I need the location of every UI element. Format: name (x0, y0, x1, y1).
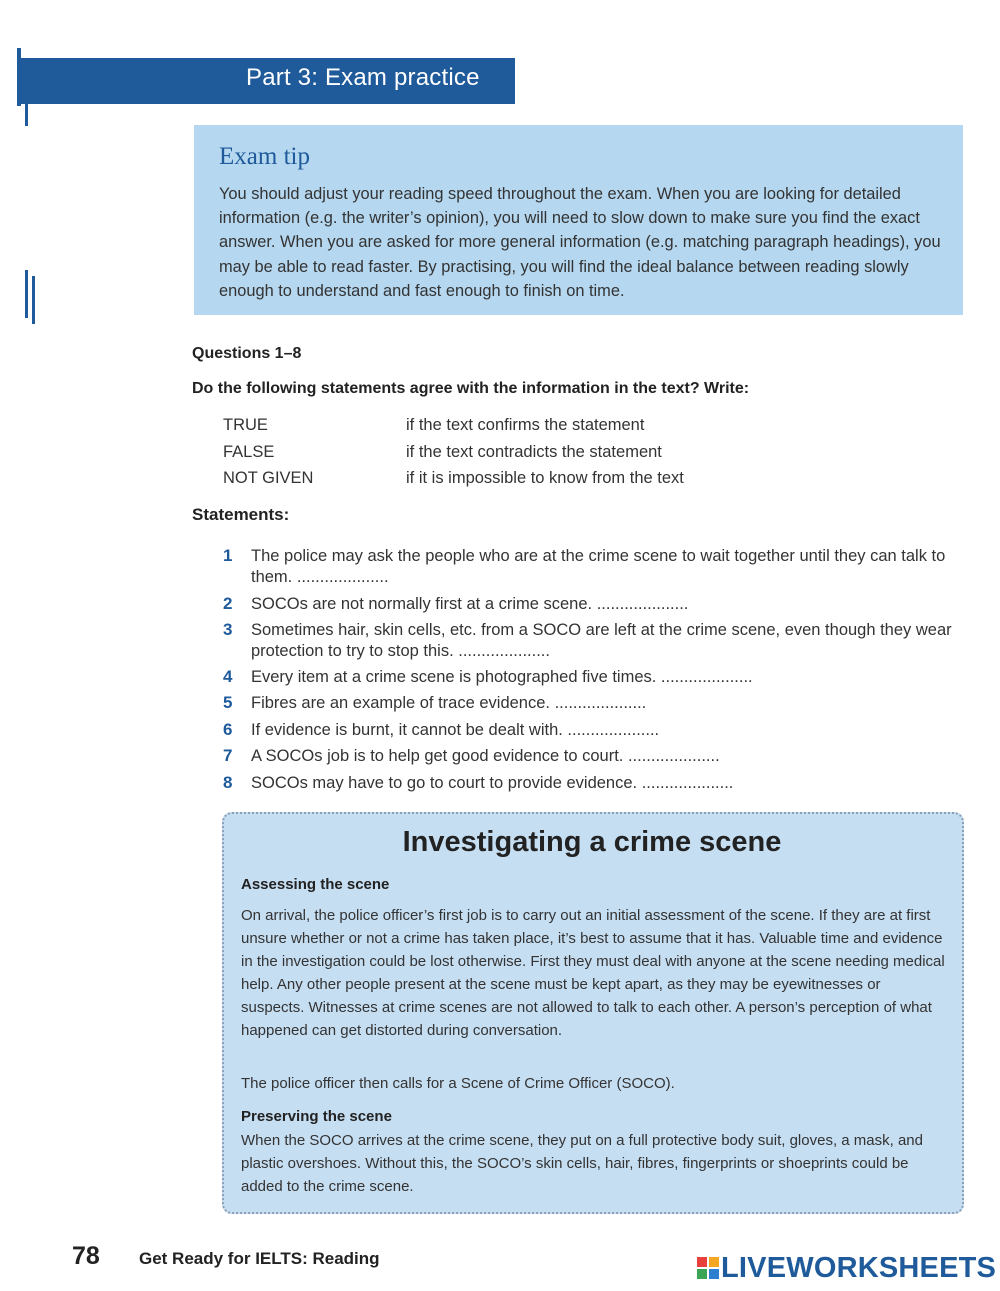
statements-heading: Statements: (192, 505, 290, 524)
statement-number: 6 (223, 720, 233, 739)
legend-key-true: TRUE (223, 416, 268, 434)
legend-meaning-true: if the text confirms the statement (406, 416, 645, 434)
questions-instruction: Do the following statements agree with the information in the text? Write: (192, 380, 750, 397)
legend-meaning-not-given: if it is impossible to know from the text (406, 469, 684, 487)
statement-number: 3 (223, 620, 233, 639)
margin-mark-mid-1 (25, 270, 28, 318)
passage-paragraph: On arrival, the police officer’s first job is to carry out an initial assessment of the scene. If they are at first unsure whether or not a crime has taken place, it’s best to assume that it has. Valuable time and evidence in the investigation could be lost otherwise. First they must deal with anyone at the scene needing medical help. Any other people present at the scene must be kept apart, as they may be eyewitnesses or suspects. Witnesses at crime scenes are not allowed to talk to each other. A person’s perception of what happened can get distorted during conversation. (241, 907, 945, 1039)
statement-number: 2 (223, 594, 233, 613)
page-number: 78 (72, 1242, 100, 1270)
statement-text: Fibres are an example of trace evidence. .................... (251, 694, 647, 712)
watermark-text: LIVEWORKSHEETS (721, 1252, 997, 1284)
book-title: Get Ready for IELTS: Reading (139, 1249, 380, 1268)
statement-text: SOCOs are not normally first at a crime scene. .................... (251, 595, 689, 613)
statement-text: A SOCOs job is to help get good evidence to court. .................... (251, 747, 720, 765)
liveworksheets-logo-icon (697, 1257, 719, 1279)
statement-number: 5 (223, 693, 233, 712)
exam-tip-text: You should adjust your reading speed throughout the exam. When you are looking for detailed information (e.g. the writer’s opinion), you will need to slow down to make sure you find the exact answer. When you are asked for more general information (e.g. matching paragraph headings), you may be able to read faster. By practising, you will find the ideal balance between reading slowly enough to understand and fast enough to finish on time. (219, 185, 941, 300)
statement-text: Every item at a crime scene is photographed five times. .................... (251, 668, 753, 686)
statement-text: Sometimes hair, skin cells, etc. from a SOCO are left at the crime scene, even though they wear protection to try to stop this. .................... (251, 621, 952, 660)
exam-tip-title: Exam tip (219, 143, 310, 170)
statement-number: 8 (223, 773, 233, 792)
passage-section-heading: Preserving the scene (241, 1108, 392, 1125)
statement-number: 4 (223, 667, 233, 686)
legend-key-not-given: NOT GIVEN (223, 469, 314, 487)
questions-heading: Questions 1–8 (192, 345, 302, 362)
statement-number: 1 (223, 546, 233, 565)
passage-paragraph: When the SOCO arrives at the crime scene, they put on a full protective body suit, gloves, a mask, and plastic overshoes. Without this, the SOCO’s skin cells, hair, fibres, fingerprints or shoeprints could be added to the crime scene. (241, 1132, 923, 1195)
page-title: Part 3: Exam practice (246, 64, 480, 91)
legend-key-false: FALSE (223, 443, 275, 461)
statement-text: If evidence is burnt, it cannot be dealt with. .................... (251, 721, 660, 739)
statement-number: 7 (223, 746, 233, 765)
passage-section-heading: Assessing the scene (241, 876, 390, 893)
legend-meaning-false: if the text contradicts the statement (406, 443, 662, 461)
margin-mark-mid-2 (32, 276, 35, 324)
statement-text: SOCOs may have to go to court to provide evidence. .................... (251, 774, 734, 792)
passage-title: Investigating a crime scene (402, 826, 782, 858)
passage-paragraph: The police officer then calls for a Scene of Crime Officer (SOCO). (241, 1075, 675, 1092)
statement-text: The police may ask the people who are at the crime scene to wait together until they can talk to them. .................... (251, 547, 946, 586)
